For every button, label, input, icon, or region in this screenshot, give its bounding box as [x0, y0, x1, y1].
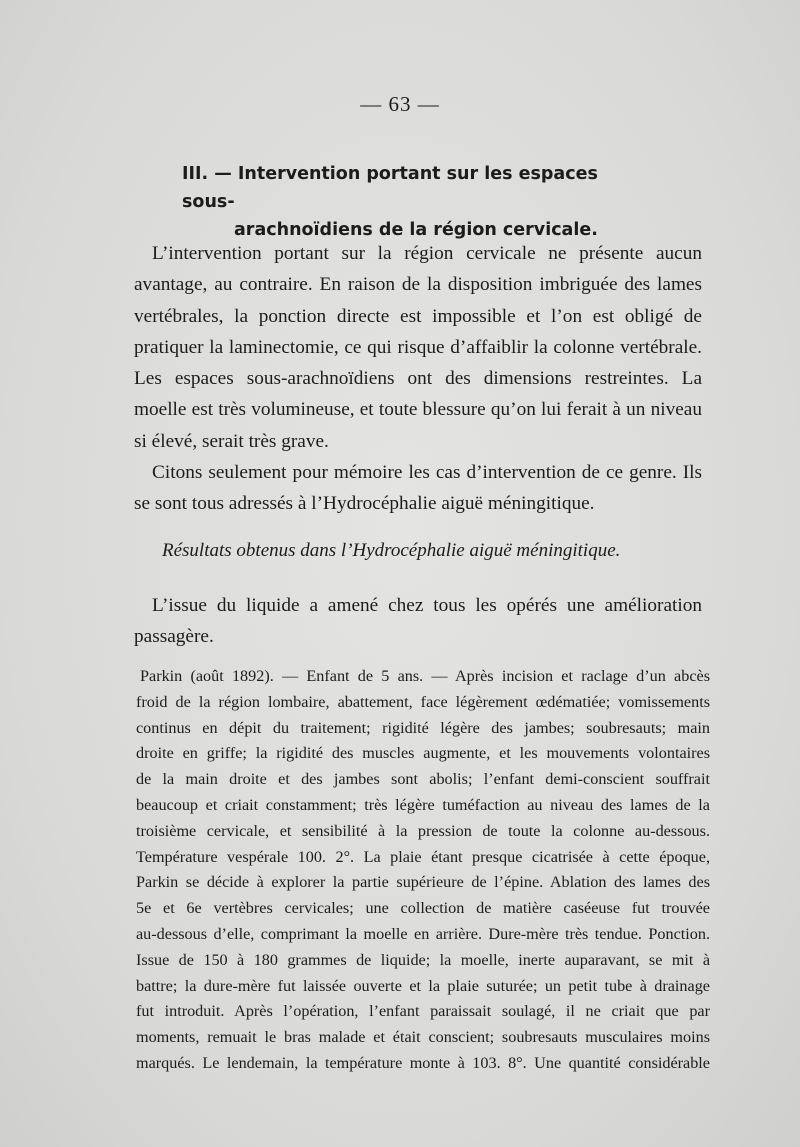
paragraph: L’intervention portant sur la région cervicale ne présente aucun avantage, au contraire. En raison de la disposition imbriguée des lames vertébrales, la ponction directe est impossible et l’on est obligé de pratiquer la laminectomie, ce qui risque d’affaiblir la colonne vertébrale. Les espaces sous-arachnoïdiens ont des dimensions restreintes. La moelle est très volumineuse, et toute blessure qu’on lui ferait à un niveau si élevé, serait très grave. — [134, 243, 702, 452]
page-number: — 63 — — [360, 92, 440, 116]
case-line: Parkin se décide à explorer la partie supérieure de l’épine. Ablation des lames des — [136, 873, 710, 892]
results-subheading: Résultats obtenus dans l’Hydrocéphalie aiguë méningitique. — [162, 540, 621, 561]
case-line: Issue de 150 à 180 grammes de liquide; la moelle, inerte auparavant, se mit à — [136, 950, 710, 969]
section-heading-line-2: arachnoïdiens de la région cervicale. — [234, 220, 598, 240]
case-line: marqués. Le lendemain, la température monte à 103. 8°. Une quantité considérable — [136, 1053, 710, 1072]
case-line: beaucoup et criait constamment; très légère tuméfaction au niveau des lames de la — [136, 795, 710, 814]
body-text — [134, 238, 702, 520]
case-line: troisième cervicale, et sensibilité à la pression de toute la colonne au-dessous. — [136, 821, 710, 840]
case-line: Parkin (août 1892). — Enfant de 5 ans. — Après incision et raclage d’un abcès — [140, 667, 710, 685]
case-line: moments, remuait le bras malade et était conscient; soubresauts musculaires moins — [136, 1028, 710, 1047]
case-line: au-dessous d’elle, comprimant la moelle en arrière. Dure-mère très tendue. Ponction. — [136, 924, 710, 943]
case-line: droite en griffe; la rigidité des muscles augmente, et les mouvements volontaires — [136, 744, 710, 763]
case-line: fut introduit. Après l’opération, l’enfant paraissait soulagé, il ne criait que par — [136, 1002, 710, 1021]
case-line: 5e et 6e vertèbres cervicales; une collection de matière caséeuse fut trouvée — [136, 899, 710, 918]
section-heading — [182, 160, 652, 244]
case-line: battre; la dure-mère fut laissée ouverte et la plaie suturée; un petit tube à drainage — [136, 976, 710, 995]
paragraph: Citons seulement pour mémoire les cas d’intervention de ce genre. Ils se sont tous adressés à l’Hydrocéphalie aiguë méningitique. — [134, 462, 702, 515]
case-report — [136, 664, 710, 1077]
section-heading-line-1: III. — Intervention portant sur les espaces sous- — [182, 164, 598, 212]
case-line: froid de la région lombaire, abattement, face légèrement œdématiée; vomissements — [136, 692, 710, 711]
paragraph: L’issue du liquide a amené chez tous les opérés une amélioration passagère. — [134, 595, 702, 648]
case-line: continus en dépit du traitement; rigidité légère des jambes; soubresauts; main — [136, 718, 710, 737]
case-line: Température vespérale 100. 2°. La plaie étant presque cicatrisée à cette époque, — [136, 847, 710, 866]
results-text — [134, 590, 702, 653]
case-line: de la main droite et des jambes sont abolis; l’enfant demi-conscient souffrait — [136, 770, 710, 789]
